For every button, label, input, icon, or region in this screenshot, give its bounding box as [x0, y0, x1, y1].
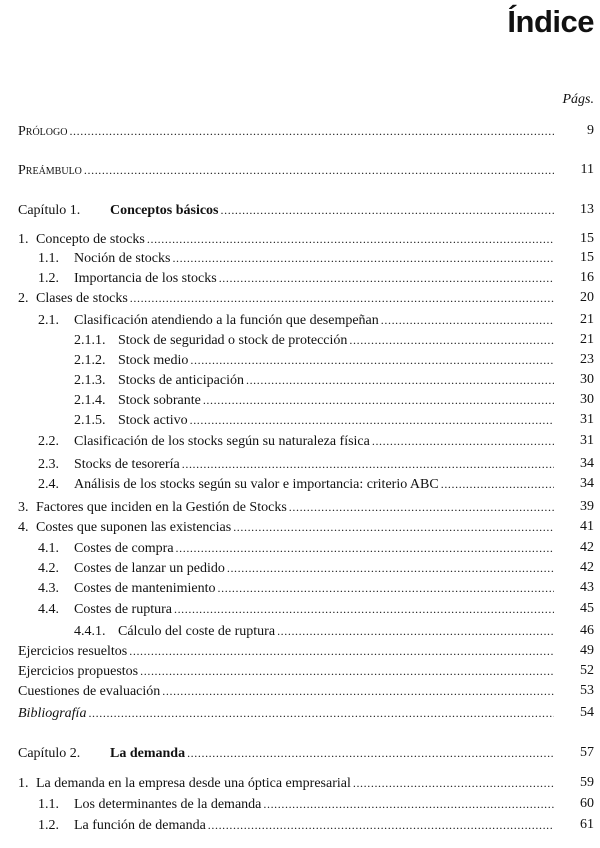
toc-entry-page: 54: [580, 705, 594, 720]
toc-entry-page: 16: [580, 270, 594, 285]
toc-entry: [0, 538, 600, 558]
toc-entry-number: 2.1.3.: [74, 373, 106, 388]
dot-leader: [140, 661, 554, 681]
toc-entry-title: Costes de ruptura: [74, 602, 172, 617]
toc-entry-title: Análisis de los stocks según su valor e importancia: criterio ABC: [74, 477, 439, 492]
toc-entry-title: Stocks de anticipación: [118, 373, 244, 388]
toc-entry-number: 1.: [18, 232, 29, 247]
dot-leader: [187, 743, 554, 763]
toc-entry-page: 34: [580, 476, 594, 491]
toc-entry-page: 31: [580, 412, 594, 427]
toc-entry-page: 20: [580, 290, 594, 305]
toc-entry-number: 1.2.: [38, 271, 59, 286]
dot-leader: [190, 350, 554, 370]
toc-entry-title: Stock medio: [118, 353, 189, 368]
toc-entry-page: 23: [580, 352, 594, 367]
toc-entry-title: Clasificación de los stocks según su naturaleza física: [74, 434, 370, 449]
toc-entry-page: 15: [580, 231, 594, 246]
toc-entry: [0, 431, 600, 451]
toc-entry-title: Stocks de tesorería: [74, 457, 180, 472]
dot-leader: [172, 248, 554, 268]
toc-entry-number: 2.1.: [38, 313, 59, 328]
toc-entry-page: 46: [580, 623, 594, 638]
toc-entry: [0, 248, 600, 268]
toc-entry-page: 42: [580, 560, 594, 575]
toc-entry-title: Clases de stocks: [36, 291, 128, 306]
toc-entry-page: 57: [580, 745, 594, 760]
toc-entry-number: 4.3.: [38, 581, 59, 596]
toc-entry: [0, 794, 600, 814]
toc-entry-number: 2.1.2.: [74, 353, 106, 368]
dot-leader: [233, 517, 554, 537]
toc-entry-page: 30: [580, 392, 594, 407]
toc-entry: [0, 288, 600, 308]
toc-entry: [0, 621, 600, 641]
dot-leader: [203, 390, 554, 410]
toc-entry: [0, 681, 600, 701]
toc-entry-title: Preámbulo: [18, 163, 82, 178]
toc-entry: [0, 558, 600, 578]
toc-entry-title: Concepto de stocks: [36, 232, 145, 247]
toc-entry: [0, 743, 600, 763]
toc-entry-page: 42: [580, 540, 594, 555]
dot-leader: [130, 288, 554, 308]
toc-entry: [0, 474, 600, 494]
toc-entry-page: 59: [580, 775, 594, 790]
toc-entry-page: 21: [580, 332, 594, 347]
toc-entry-number: 2.1.1.: [74, 333, 106, 348]
dot-leader: [218, 578, 554, 598]
toc-entry-page: 43: [580, 580, 594, 595]
dot-leader: [219, 268, 554, 288]
toc-entry: [0, 268, 600, 288]
dot-leader: [129, 641, 554, 661]
toc-entry: [0, 661, 600, 681]
toc-entry: [0, 200, 600, 220]
dot-leader: [381, 310, 554, 330]
dot-leader: [353, 773, 554, 793]
toc-entry-number: 3.: [18, 500, 29, 515]
toc-entry-page: 11: [580, 162, 594, 177]
toc-entry-page: 34: [580, 456, 594, 471]
toc-entry-title: Cálculo del coste de ruptura: [118, 624, 276, 639]
toc-entry-page: 41: [580, 519, 594, 534]
toc-entry-number: 1.: [18, 776, 29, 791]
toc-entry: [0, 454, 600, 474]
toc-entry-page: 13: [580, 202, 594, 217]
toc-entry-number: 1.1.: [38, 797, 59, 812]
dot-leader: [174, 599, 554, 619]
toc-entry: [0, 370, 600, 390]
toc-entry-page: 30: [580, 372, 594, 387]
toc-entry-number: 2.1.5.: [74, 413, 106, 428]
toc-entry-title: Costes de lanzar un pedido: [74, 561, 225, 576]
toc-entry-title: Stock activo: [118, 413, 188, 428]
toc-entry-title: La función de demanda: [74, 818, 206, 833]
toc-entry-number: 4.2.: [38, 561, 59, 576]
dot-leader: [190, 410, 554, 430]
toc-entry-title: Cuestiones de evaluación: [18, 684, 161, 699]
toc-entry-title: Prólogo: [18, 124, 68, 139]
toc-entry-page: 9: [587, 123, 594, 138]
toc-entry: [0, 599, 600, 619]
dot-leader: [176, 538, 554, 558]
toc-entry-title: Conceptos básicos: [110, 203, 219, 218]
toc-entry-title: Bibliografía: [18, 706, 87, 721]
toc-entry-title: Stock sobrante: [118, 393, 201, 408]
toc-entry-number: 4.4.1.: [74, 624, 106, 639]
dot-leader: [162, 681, 554, 701]
toc-entry-number: 4.4.: [38, 602, 59, 617]
dot-leader: [221, 200, 554, 220]
dot-leader: [88, 703, 554, 723]
toc-entry-number: 1.1.: [38, 251, 59, 266]
toc-entry: [0, 310, 600, 330]
toc-entry-page: 61: [580, 817, 594, 832]
toc-entry: [0, 517, 600, 537]
toc-entry-title: Costes de mantenimiento: [74, 581, 216, 596]
toc-entry-page: 53: [580, 683, 594, 698]
toc-entry-page: 31: [580, 433, 594, 448]
toc-entry-title: Clasificación atendiendo a la función que desempeñan: [74, 313, 379, 328]
dot-leader: [246, 370, 554, 390]
dot-leader: [227, 558, 554, 578]
toc-entry: [0, 641, 600, 661]
dot-leader: [69, 121, 554, 141]
toc-entry-number: 2.3.: [38, 457, 59, 472]
toc-entry: [0, 773, 600, 793]
dot-leader: [263, 794, 554, 814]
toc-entry-number: 4.: [18, 520, 29, 535]
toc-entry-title: Noción de stocks: [74, 251, 171, 266]
toc-entry-title: La demanda en la empresa desde una óptica empresarial: [36, 776, 351, 791]
toc-entry-title: Ejercicios propuestos: [18, 664, 139, 679]
dot-leader: [208, 815, 554, 835]
toc-entry-title: Costes que suponen las existencias: [36, 520, 232, 535]
toc-entry-title: Ejercicios resueltos: [18, 644, 128, 659]
dot-leader: [441, 474, 554, 494]
toc-entry-title: Importancia de los stocks: [74, 271, 217, 286]
toc-entry-title: Factores que inciden en la Gestión de Stocks: [36, 500, 287, 515]
toc-entry: [0, 229, 600, 249]
toc-entry: [0, 390, 600, 410]
toc-entry: [0, 330, 600, 350]
toc-entry-number: Capítulo 2.: [18, 746, 81, 761]
toc-entry-title: La demanda: [110, 746, 186, 761]
dot-leader: [147, 229, 554, 249]
dot-leader: [289, 497, 554, 517]
toc-entry-page: 45: [580, 601, 594, 616]
toc-entry: [0, 410, 600, 430]
toc-entry-number: Capítulo 1.: [18, 203, 81, 218]
toc-entry-page: 21: [580, 312, 594, 327]
toc-entry: [0, 160, 600, 180]
toc-entry-page: 39: [580, 499, 594, 514]
dot-leader: [84, 160, 554, 180]
dot-leader: [277, 621, 554, 641]
toc-entry: [0, 815, 600, 835]
toc-entry: [0, 121, 600, 141]
dot-leader: [182, 454, 554, 474]
dot-leader: [372, 431, 554, 451]
toc-entry: [0, 350, 600, 370]
toc-entry: [0, 497, 600, 517]
toc-entry-number: 4.1.: [38, 541, 59, 556]
toc-entry-number: 2.4.: [38, 477, 59, 492]
page-title: Índice: [507, 4, 594, 39]
toc-entry-title: Los determinantes de la demanda: [74, 797, 262, 812]
toc-entry-page: 49: [580, 643, 594, 658]
dot-leader: [349, 330, 554, 350]
toc-entry-number: 1.2.: [38, 818, 59, 833]
pages-column-label: Págs.: [562, 92, 594, 107]
toc-entry-number: 2.2.: [38, 434, 59, 449]
toc-entry-title: Costes de compra: [74, 541, 174, 556]
toc-entry-title: Stock de seguridad o stock de protección: [118, 333, 348, 348]
toc-entry-page: 52: [580, 663, 594, 678]
toc-entry-page: 15: [580, 250, 594, 265]
toc-entry-page: 60: [580, 796, 594, 811]
toc-entry: [0, 578, 600, 598]
toc-entry-number: 2.1.4.: [74, 393, 106, 408]
toc-entry-number: 2.: [18, 291, 29, 306]
toc-entry: [0, 703, 600, 723]
